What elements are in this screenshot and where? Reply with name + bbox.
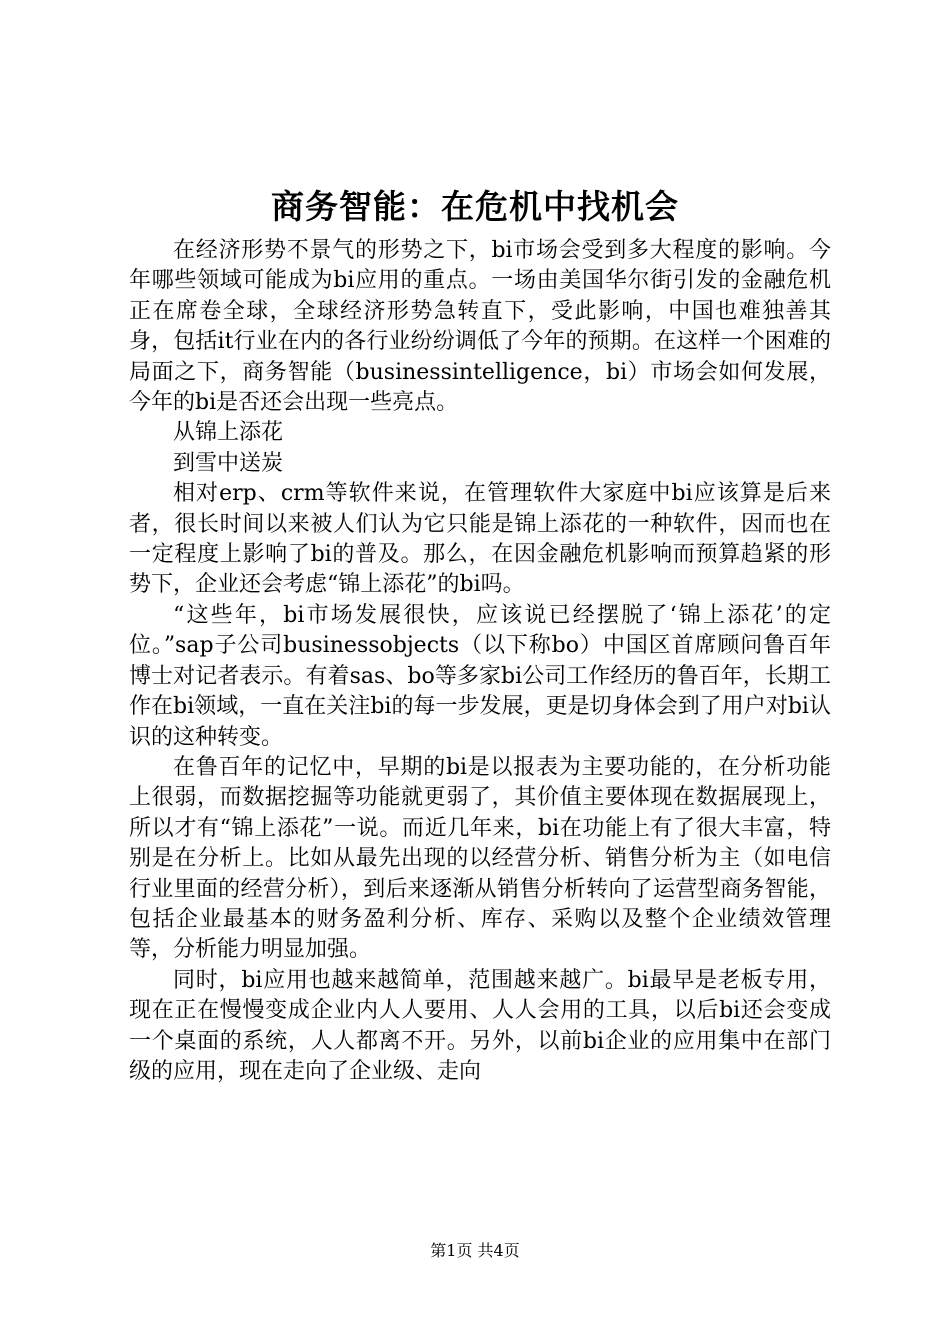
page-number-footer: 第1页 共4页: [430, 1241, 520, 1260]
section-heading-line: 从锦上添花: [173, 420, 284, 446]
section-heading-line: 到雪中送炭: [173, 450, 284, 476]
paragraph: 在鲁百年的记忆中，早期的bi是以报表为主要功能的，在分析功能上很弱，而数据挖掘等功能就更弱了，其价值主要体现在数据展现上，所以才有“锦上添花”一说。而近几年来，bi在功能上有了很大丰富，特别是在分析上。比如从最先出现的以经营分析、销售分析为主（如电信行业里面的经营分析），到后来逐渐从销售分析转向了运营型商务智能，包括企业最基本的财务盈利分析、库存、采购以及整个企业绩效管理等，分析能力明显加强。: [129, 754, 831, 963]
document-title: 商务智能：在危机中找机会: [271, 187, 679, 226]
paragraph: 同时，bi应用也越来越简单，范围越来越广。bi最早是老板专用，现在正在慢慢变成企业内人人要用、人人会用的工具，以后bi还会变成一个桌面的系统，人人都离不开。另外，以前bi企业的应用集中在部门级的应用，现在走向了企业级、走向: [129, 967, 831, 1084]
paragraph: 在经济形势不景气的形势之下，bi市场会受到多大程度的影响。今年哪些领域可能成为bi应用的重点。一场由美国华尔街引发的金融危机正在席卷全球，全球经济形势急转直下，受此影响，中国也难独善其身，包括it行业在内的各行业纷纷调低了今年的预期。在这样一个困难的局面之下，商务智能（businessintelligence，bi）市场会如何发展，今年的bi是否还会出现一些亮点。: [129, 238, 831, 416]
paragraph: “这些年，bi市场发展很快，应该说已经摆脱了‘锦上添花’的定位。”sap子公司businessobjects（以下称bo）中国区首席顾问鲁百年博士对记者表示。有着sas、bo等多家bi公司工作经历的鲁百年，长期工作在bi领域，一直在关注bi的每一步发展，更是切身体会到了用户对bi认识的这种转变。: [129, 602, 831, 750]
paragraph: 相对erp、crm等软件来说，在管理软件大家庭中bi应该算是后来者，很长时间以来被人们认为它只能是锦上添花的一种软件，因而也在一定程度上影响了bi的普及。那么，在因金融危机影响而预算趋紧的形势下，企业还会考虑“锦上添花”的bi吗。: [129, 481, 831, 598]
document-body: [129, 236, 831, 1087]
